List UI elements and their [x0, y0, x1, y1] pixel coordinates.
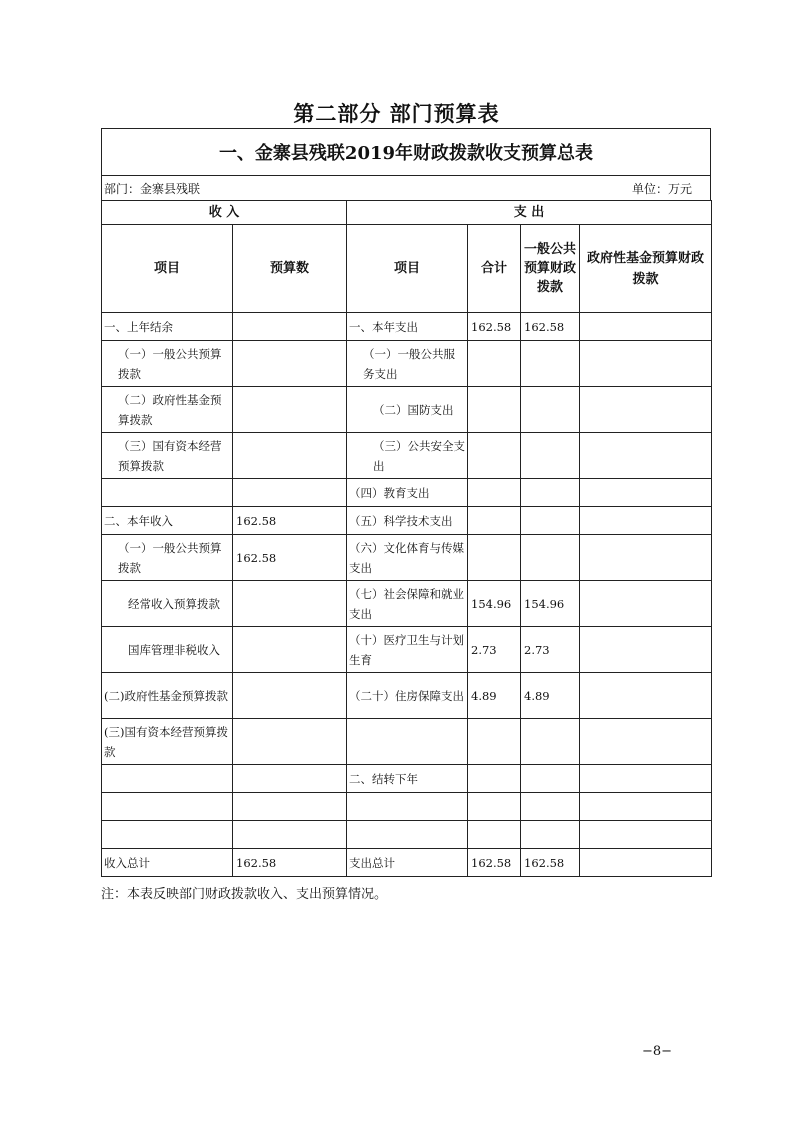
income-item-cell: （二）政府性基金预算拨款 [102, 387, 233, 433]
expense-general-cell [521, 535, 580, 581]
income-value-cell [233, 821, 347, 849]
income-value-cell [233, 433, 347, 479]
income-item-cell [102, 479, 233, 507]
income-value-cell [233, 627, 347, 673]
expense-total-cell [468, 507, 521, 535]
expense-fund-cell [580, 479, 712, 507]
income-value-cell [233, 793, 347, 821]
expense-item-cell: （四）教育支出 [347, 479, 468, 507]
unit-label: 单位：万元 [631, 181, 692, 196]
income-value-cell: 162.58 [233, 507, 347, 535]
col-general-budget: 一般公共预算财政拨款 [521, 225, 580, 313]
income-item-cell [102, 821, 233, 849]
expense-general-cell [521, 341, 580, 387]
expense-item-cell: （五）科学技术支出 [347, 507, 468, 535]
table-row [102, 765, 712, 793]
table-row [102, 535, 712, 581]
expense-item-cell: （二十）住房保障支出 [347, 673, 468, 719]
expense-item-cell [347, 793, 468, 821]
expense-fund-cell [580, 849, 712, 877]
income-value-cell [233, 341, 347, 387]
income-value-cell [233, 387, 347, 433]
expense-total-cell [468, 793, 521, 821]
col-income-item: 项目 [102, 225, 233, 313]
expense-total-cell: 162.58 [468, 313, 521, 341]
income-item-cell: 二、本年收入 [102, 507, 233, 535]
expense-general-cell [521, 507, 580, 535]
expense-item-cell: （六）文化体育与传媒支出 [347, 535, 468, 581]
expense-total-cell [468, 821, 521, 849]
expense-total-cell [468, 535, 521, 581]
expense-fund-cell [580, 673, 712, 719]
expense-total-cell [468, 433, 521, 479]
table-row [102, 627, 712, 673]
expense-item-cell [347, 821, 468, 849]
col-expense-item: 项目 [347, 225, 468, 313]
expense-general-cell: 162.58 [521, 313, 580, 341]
expense-fund-cell [580, 821, 712, 849]
income-value-cell [233, 313, 347, 341]
expense-fund-cell [580, 341, 712, 387]
expense-item-cell: （七）社会保障和就业支出 [347, 581, 468, 627]
col-income-budget: 预算数 [233, 225, 347, 313]
expense-fund-cell [580, 387, 712, 433]
table-row [102, 387, 712, 433]
income-value-cell [233, 765, 347, 793]
table-row [102, 313, 712, 341]
table-row [102, 849, 712, 877]
expense-total-cell [468, 387, 521, 433]
expense-total-cell [468, 765, 521, 793]
income-header: 收 入 [102, 201, 347, 225]
table-row [102, 433, 712, 479]
expense-item-cell: 二、结转下年 [347, 765, 468, 793]
income-item-cell [102, 765, 233, 793]
expense-item-cell: （三）公共安全支出 [347, 433, 468, 479]
income-item-cell: （一）一般公共预算拨款 [102, 341, 233, 387]
department-label: 部门：金寨县残联 [104, 181, 201, 196]
table-row [102, 673, 712, 719]
col-total: 合计 [468, 225, 521, 313]
expense-general-cell [521, 765, 580, 793]
income-value-cell [233, 479, 347, 507]
page-number: −8− [642, 1044, 673, 1059]
table-row [102, 719, 712, 765]
expense-total-cell [468, 719, 521, 765]
expense-general-cell: 4.89 [521, 673, 580, 719]
expense-general-cell: 162.58 [521, 849, 580, 877]
expense-fund-cell [580, 313, 712, 341]
expense-fund-cell [580, 433, 712, 479]
income-item-cell [102, 793, 233, 821]
budget-sheet [101, 128, 711, 877]
expense-total-cell: 4.89 [468, 673, 521, 719]
income-item-cell: （三）国有资本经营预算拨款 [102, 433, 233, 479]
meta-row [101, 175, 711, 200]
expense-fund-cell [580, 581, 712, 627]
table-row [102, 341, 712, 387]
expense-item-cell: （十）医疗卫生与计划生育 [347, 627, 468, 673]
expense-general-cell [521, 387, 580, 433]
expense-general-cell: 154.96 [521, 581, 580, 627]
expense-total-cell: 154.96 [468, 581, 521, 627]
expense-item-cell: （二）国防支出 [347, 387, 468, 433]
table-title: 一、金寨县残联2019年财政拨款收支预算总表 [101, 128, 711, 175]
expense-item-cell [347, 719, 468, 765]
expense-fund-cell [580, 765, 712, 793]
expense-total-cell: 2.73 [468, 627, 521, 673]
income-item-cell: (三)国有资本经营预算拨款 [102, 719, 233, 765]
expense-fund-cell [580, 507, 712, 535]
table-row [102, 581, 712, 627]
income-item-cell: 经常收入预算拨款 [102, 581, 233, 627]
income-value-cell: 162.58 [233, 849, 347, 877]
income-value-cell: 162.58 [233, 535, 347, 581]
expense-general-cell [521, 433, 580, 479]
expense-total-cell [468, 341, 521, 387]
expense-item-cell: 支出总计 [347, 849, 468, 877]
expense-general-cell [521, 719, 580, 765]
expense-fund-cell [580, 627, 712, 673]
table-row [102, 507, 712, 535]
expense-general-cell: 2.73 [521, 627, 580, 673]
expense-total-cell [468, 479, 521, 507]
table-row [102, 793, 712, 821]
income-item-cell: 收入总计 [102, 849, 233, 877]
expense-total-cell: 162.58 [468, 849, 521, 877]
expense-item-cell: （一）一般公共服务支出 [347, 341, 468, 387]
income-value-cell [233, 581, 347, 627]
table-row [102, 479, 712, 507]
expense-general-cell [521, 821, 580, 849]
budget-table [101, 200, 712, 877]
income-value-cell [233, 673, 347, 719]
expense-general-cell [521, 793, 580, 821]
income-item-cell: (二)政府性基金预算拨款 [102, 673, 233, 719]
expense-general-cell [521, 479, 580, 507]
table-note: 注：本表反映部门财政拨款收入、支出预算情况。 [101, 887, 388, 902]
part-title: 第二部分 部门预算表 [293, 101, 500, 126]
expense-item-cell: 一、本年支出 [347, 313, 468, 341]
income-item-cell: （一）一般公共预算拨款 [102, 535, 233, 581]
expense-fund-cell [580, 719, 712, 765]
table-row [102, 821, 712, 849]
expense-fund-cell [580, 535, 712, 581]
income-value-cell [233, 719, 347, 765]
income-item-cell: 一、上年结余 [102, 313, 233, 341]
expense-header: 支 出 [347, 201, 712, 225]
expense-fund-cell [580, 793, 712, 821]
col-fund-budget: 政府性基金预算财政拨款 [580, 225, 712, 313]
income-item-cell: 国库管理非税收入 [102, 627, 233, 673]
